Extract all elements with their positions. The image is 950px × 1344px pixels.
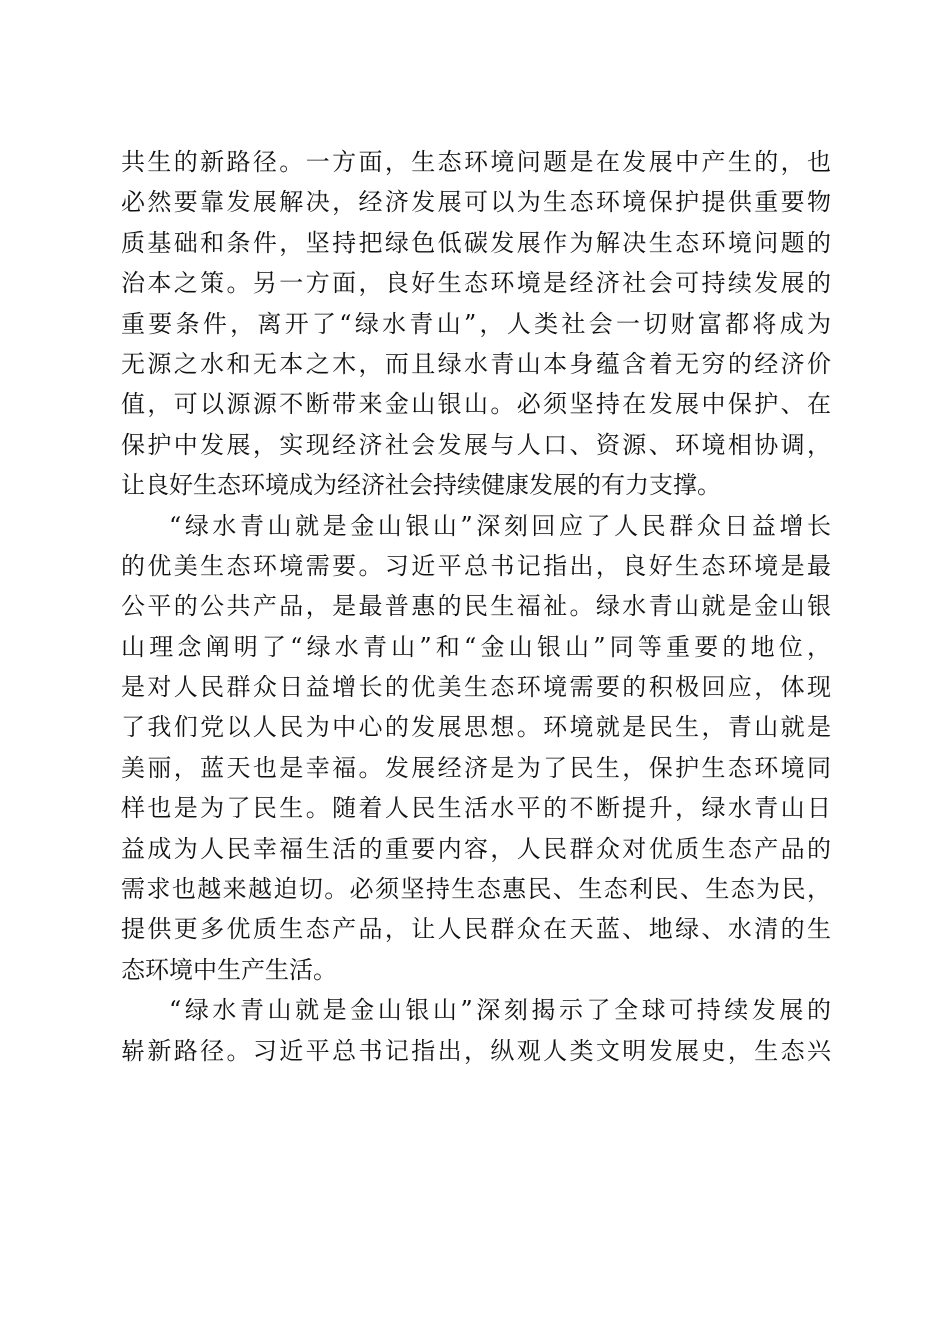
text-line: 山理念阐明了“绿水青山”和“金山银山”同等重要的地位，	[121, 632, 831, 661]
text-line: 了我们党以人民为中心的发展思想。环境就是民生，青山就是	[121, 713, 831, 742]
text-line: 的优美生态环境需要。习近平总书记指出，良好生态环境是最	[121, 551, 831, 580]
text-line: 是对人民群众日益增长的优美生态环境需要的积极回应，体现	[121, 673, 831, 702]
text-line: 治本之策。另一方面，良好生态环境是经济社会可持续发展的	[121, 269, 831, 298]
text-line: 崭新路径。习近平总书记指出，纵观人类文明发展史，生态兴	[121, 1036, 831, 1065]
text-line: 提供更多优质生态产品，让人民群众在天蓝、地绿、水清的生	[121, 915, 831, 944]
paragraph-first-line: “绿水青山就是金山银山”深刻揭示了全球可持续发展的	[169, 996, 831, 1025]
text-line: 样也是为了民生。随着人民生活水平的不断提升，绿水青山日	[121, 794, 831, 823]
body-text	[121, 142, 831, 1071]
text-line: 态环境中生产生活。	[121, 955, 337, 984]
text-line: 值，可以源源不断带来金山银山。必须坚持在发展中保护、在	[121, 390, 831, 419]
text-line: 需求也越来越迫切。必须坚持生态惠民、生态利民、生态为民，	[121, 875, 831, 904]
paragraph-first-line: “绿水青山就是金山银山”深刻回应了人民群众日益增长	[169, 511, 831, 540]
text-line: 让良好生态环境成为经济社会持续健康发展的有力支撑。	[121, 471, 721, 500]
text-line: 质基础和条件，坚持把绿色低碳发展作为解决生态环境问题的	[121, 228, 831, 257]
text-line: 必然要靠发展解决，经济发展可以为生态环境保护提供重要物	[121, 188, 831, 217]
text-line: 美丽，蓝天也是幸福。发展经济是为了民生，保护生态环境同	[121, 753, 831, 782]
text-line: 共生的新路径。一方面，生态环境问题是在发展中产生的，也	[121, 148, 831, 176]
text-line: 公平的公共产品，是最普惠的民生福祉。绿水青山就是金山银	[121, 592, 831, 621]
text-line: 重要条件，离开了“绿水青山”，人类社会一切财富都将成为	[121, 309, 831, 338]
text-line: 益成为人民幸福生活的重要内容，人民群众对优质生态产品的	[121, 834, 831, 863]
text-line: 保护中发展，实现经济社会发展与人口、资源、环境相协调，	[121, 430, 831, 459]
text-line: 无源之水和无本之木，而且绿水青山本身蕴含着无穷的经济价	[121, 349, 831, 378]
